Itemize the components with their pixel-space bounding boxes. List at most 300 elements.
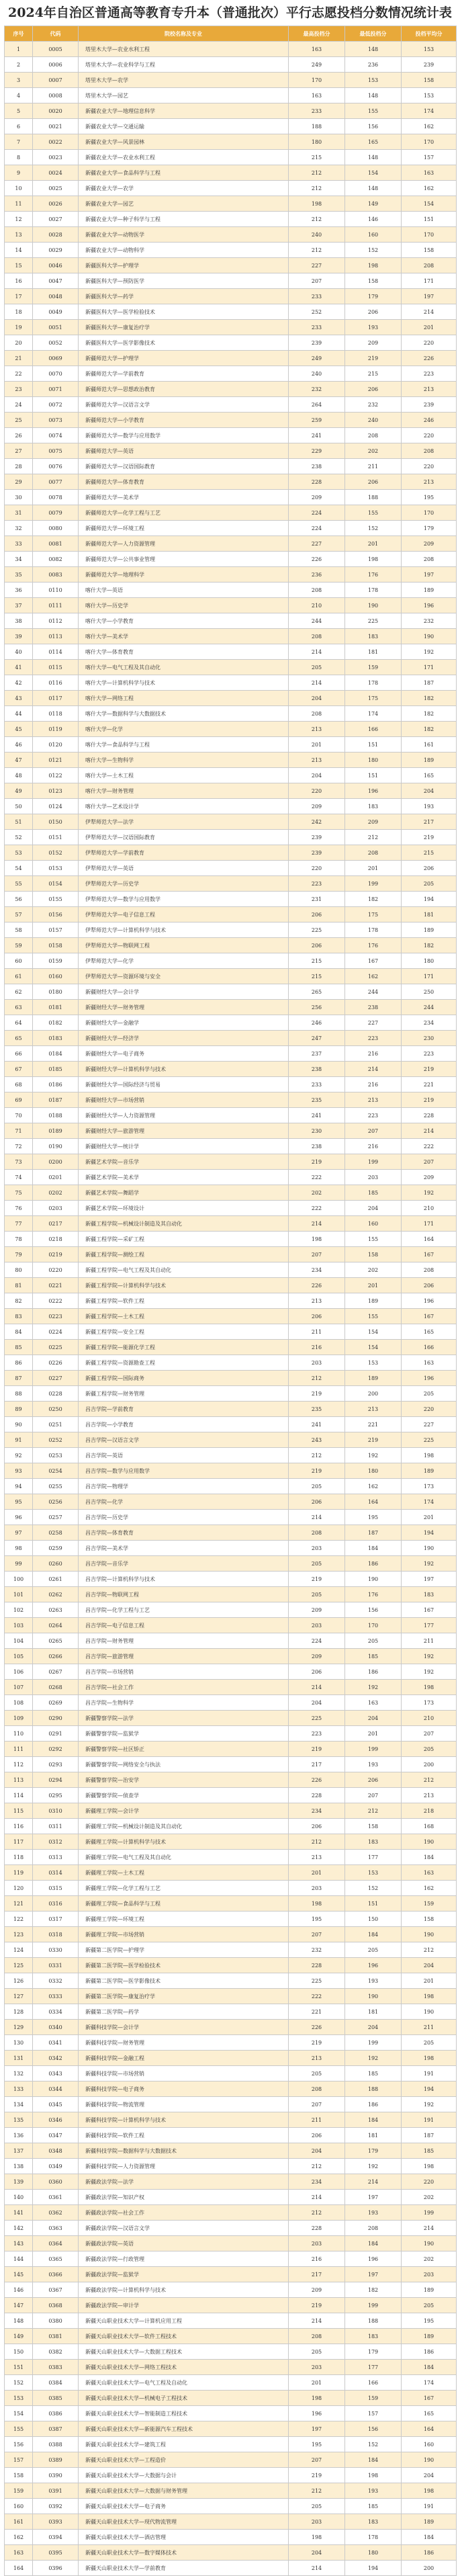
table-row — [5, 1432, 457, 1448]
cell-index: 162 — [5, 2530, 33, 2545]
cell-avg-score: 165 — [402, 2406, 457, 2421]
cell-avg-score: 202 — [402, 2251, 457, 2267]
cell-code: 0259 — [33, 1541, 79, 1556]
cell-avg-score: 153 — [402, 88, 457, 103]
table-row — [5, 165, 457, 181]
cell-min-score: 199 — [345, 2035, 402, 2051]
cell-index: 125 — [5, 1958, 33, 1973]
cell-max-score: 223 — [289, 1726, 345, 1742]
table-row — [5, 1664, 457, 1680]
cell-index: 28 — [5, 459, 33, 474]
table-row — [5, 1757, 457, 1772]
cell-min-score: 209 — [345, 335, 402, 351]
cell-min-score: 183 — [345, 799, 402, 814]
cell-max-score: 225 — [289, 922, 345, 938]
cell-school-major: 伊犁师范大学—学前教育 — [79, 845, 289, 861]
cell-index: 54 — [5, 861, 33, 876]
cell-school-major: 新疆科技学院—数据科学与大数据技术 — [79, 2143, 289, 2159]
table-header-row — [5, 26, 457, 42]
cell-code: 0261 — [33, 1572, 79, 1587]
cell-min-score: 204 — [345, 2020, 402, 2035]
cell-code: 0330 — [33, 1942, 79, 1958]
cell-school-major: 伊犁师范大学—法学 — [79, 814, 289, 830]
cell-code: 0266 — [33, 1649, 79, 1664]
cell-min-score: 214 — [345, 1062, 402, 1077]
table-row — [5, 243, 457, 258]
cell-index: 160 — [5, 2499, 33, 2514]
cell-max-score: 236 — [289, 567, 345, 583]
cell-school-major: 塔里木大学—园艺 — [79, 88, 289, 103]
cell-index: 86 — [5, 1355, 33, 1371]
cell-max-score: 217 — [289, 2267, 345, 2282]
cell-avg-score: 206 — [402, 861, 457, 876]
cell-min-score: 200 — [345, 1386, 402, 1402]
cell-avg-score: 164 — [402, 2421, 457, 2437]
cell-max-score: 202 — [289, 1185, 345, 1201]
cell-school-major: 新疆第二医学院—药学 — [79, 2004, 289, 2020]
cell-max-score: 206 — [289, 2128, 345, 2143]
cell-code: 0367 — [33, 2282, 79, 2298]
cell-avg-score: 189 — [402, 1463, 457, 1479]
cell-school-major: 新疆政法学院—行政管理 — [79, 2251, 289, 2267]
cell-code: 0121 — [33, 753, 79, 768]
cell-avg-score: 192 — [402, 1556, 457, 1572]
cell-max-score: 204 — [289, 2545, 345, 2561]
cell-min-score: 236 — [345, 57, 402, 73]
cell-school-major: 新疆理工学院—市场营销 — [79, 1927, 289, 1942]
cell-code: 0347 — [33, 2128, 79, 2143]
cell-index: 13 — [5, 227, 33, 243]
cell-min-score: 155 — [345, 1232, 402, 1247]
cell-min-score: 153 — [345, 73, 402, 88]
cell-avg-score: 199 — [402, 2205, 457, 2221]
table-row — [5, 2391, 457, 2406]
cell-min-score: 179 — [345, 2143, 402, 2159]
cell-min-score: 206 — [345, 382, 402, 397]
cell-min-score: 187 — [345, 1525, 402, 1541]
cell-max-score: 243 — [289, 1432, 345, 1448]
cell-avg-score: 198 — [402, 1680, 457, 1695]
cell-min-score: 198 — [345, 258, 402, 273]
cell-school-major: 新疆农业大学—食品科学与工程 — [79, 165, 289, 181]
cell-min-score: 216 — [345, 1046, 402, 1062]
cell-school-major: 新疆工程学院—采矿工程 — [79, 1232, 289, 1247]
cell-avg-score: 244 — [402, 1000, 457, 1015]
cell-max-score: 213 — [289, 1850, 345, 1865]
cell-index: 111 — [5, 1742, 33, 1757]
cell-avg-score: 171 — [402, 660, 457, 675]
cell-code: 0046 — [33, 258, 79, 273]
table-row — [5, 1803, 457, 1819]
cell-max-score: 208 — [289, 583, 345, 598]
cell-school-major: 新疆科技学院—财务管理 — [79, 2035, 289, 2051]
table-row — [5, 2514, 457, 2530]
cell-min-score: 185 — [345, 1649, 402, 1664]
cell-index: 150 — [5, 2344, 33, 2360]
table-row — [5, 196, 457, 212]
cell-school-major: 新疆财经大学—金融学 — [79, 1015, 289, 1031]
cell-min-score: 215 — [345, 366, 402, 382]
cell-max-score: 226 — [289, 1772, 345, 1788]
cell-avg-score: 189 — [402, 922, 457, 938]
cell-school-major: 新疆警察学院—社区矫正 — [79, 1742, 289, 1757]
cell-max-score: 240 — [289, 227, 345, 243]
cell-max-score: 212 — [289, 2483, 345, 2499]
cell-code: 0118 — [33, 706, 79, 722]
cell-school-major: 新疆工程学院—能源化学工程 — [79, 1340, 289, 1355]
table-row — [5, 1340, 457, 1355]
cell-max-score: 235 — [289, 1402, 345, 1417]
cell-code: 0081 — [33, 536, 79, 552]
cell-code: 0396 — [33, 2561, 79, 2576]
cell-avg-score: 226 — [402, 351, 457, 366]
cell-avg-score: 158 — [402, 1912, 457, 1927]
cell-avg-score: 163 — [402, 165, 457, 181]
table-row — [5, 1185, 457, 1201]
cell-avg-score: 230 — [402, 1031, 457, 1046]
cell-min-score: 155 — [345, 505, 402, 521]
cell-code: 0292 — [33, 1742, 79, 1757]
cell-avg-score: 222 — [402, 1139, 457, 1154]
cell-school-major: 新疆科技学院—市场营销 — [79, 2066, 289, 2081]
cell-code: 0182 — [33, 1015, 79, 1031]
cell-min-score: 198 — [345, 2468, 402, 2483]
table-row — [5, 1633, 457, 1649]
cell-avg-score: 170 — [402, 134, 457, 150]
table-row — [5, 1015, 457, 1031]
cell-school-major: 新疆天山职业技术大学—电气工程及自动化 — [79, 2375, 289, 2391]
cell-avg-score: 232 — [402, 613, 457, 629]
cell-index: 123 — [5, 1927, 33, 1942]
cell-min-score: 183 — [345, 2514, 402, 2530]
cell-school-major: 伊犁师范大学—电子信息工程 — [79, 907, 289, 922]
cell-school-major: 新疆农业大学—动物医学 — [79, 227, 289, 243]
table-row — [5, 1262, 457, 1278]
cell-min-score: 176 — [345, 1587, 402, 1602]
cell-code: 0184 — [33, 1046, 79, 1062]
cell-avg-score: 246 — [402, 413, 457, 428]
cell-code: 0267 — [33, 1664, 79, 1680]
cell-school-major: 新疆天山职业技术大学—计算机应用工程 — [79, 2313, 289, 2329]
cell-min-score: 219 — [345, 1432, 402, 1448]
table-row — [5, 1850, 457, 1865]
cell-school-major: 伊犁师范大学—英语 — [79, 861, 289, 876]
cell-code: 0202 — [33, 1185, 79, 1201]
cell-min-score: 216 — [345, 1139, 402, 1154]
cell-max-score: 222 — [289, 1989, 345, 2004]
cell-index: 158 — [5, 2468, 33, 2483]
cell-school-major: 新疆政法学院—汉语言文学 — [79, 2221, 289, 2236]
cell-max-score: 163 — [289, 88, 345, 103]
table-row — [5, 273, 457, 289]
cell-max-score: 238 — [289, 459, 345, 474]
table-row — [5, 1556, 457, 1572]
cell-min-score: 146 — [345, 212, 402, 227]
table-row — [5, 1062, 457, 1077]
cell-code: 0218 — [33, 1232, 79, 1247]
cell-code: 0392 — [33, 2499, 79, 2514]
cell-avg-score: 223 — [402, 1046, 457, 1062]
cell-max-score: 209 — [289, 1602, 345, 1618]
header-min-score: 最低投档分 — [345, 26, 402, 42]
cell-min-score: 148 — [345, 181, 402, 196]
cell-index: 49 — [5, 783, 33, 799]
table-row — [5, 907, 457, 922]
cell-min-score: 182 — [345, 892, 402, 907]
cell-code: 0382 — [33, 2344, 79, 2360]
cell-school-major: 新疆艺术学院—美术学 — [79, 1170, 289, 1185]
table-row — [5, 2112, 457, 2128]
cell-school-major: 新疆师范大学—地理科学 — [79, 567, 289, 583]
cell-max-score: 219 — [289, 1463, 345, 1479]
table-row — [5, 1896, 457, 1912]
cell-school-major: 新疆科技学院—物流管理 — [79, 2097, 289, 2112]
cell-index: 72 — [5, 1139, 33, 1154]
cell-avg-score: 190 — [402, 2452, 457, 2468]
cell-max-score: 208 — [289, 1525, 345, 1541]
cell-school-major: 伊犁师范大学—化学 — [79, 953, 289, 969]
cell-min-score: 162 — [345, 1479, 402, 1494]
cell-min-score: 186 — [345, 1556, 402, 1572]
table-row — [5, 1958, 457, 1973]
cell-min-score: 170 — [345, 1618, 402, 1633]
cell-school-major: 新疆农业大学—园艺 — [79, 196, 289, 212]
cell-max-score: 207 — [289, 1247, 345, 1262]
cell-avg-score: 190 — [402, 2236, 457, 2251]
table-row — [5, 505, 457, 521]
cell-school-major: 新疆农业大学—交通运输 — [79, 119, 289, 134]
cell-max-score: 237 — [289, 1046, 345, 1062]
table-row — [5, 1232, 457, 1247]
cell-index: 164 — [5, 2561, 33, 2576]
cell-school-major: 新疆警察学院—监狱学 — [79, 1726, 289, 1742]
cell-code: 0363 — [33, 2221, 79, 2236]
cell-school-major: 新疆工程学院—资源勘查工程 — [79, 1355, 289, 1371]
cell-max-score: 233 — [289, 289, 345, 304]
cell-code: 0007 — [33, 73, 79, 88]
cell-school-major: 新疆师范大学—学前教育 — [79, 366, 289, 382]
cell-school-major: 新疆天山职业技术大学—建筑工程 — [79, 2437, 289, 2452]
cell-code: 0157 — [33, 922, 79, 938]
cell-code: 0222 — [33, 1293, 79, 1309]
cell-max-score: 203 — [289, 1355, 345, 1371]
cell-max-score: 203 — [289, 1618, 345, 1633]
table-row — [5, 1247, 457, 1262]
cell-school-major: 新疆第二医学院—康复治疗学 — [79, 1989, 289, 2004]
cell-min-score: 178 — [345, 675, 402, 691]
cell-code: 0075 — [33, 443, 79, 459]
cell-min-score: 180 — [345, 1463, 402, 1479]
cell-code: 0051 — [33, 320, 79, 335]
cell-avg-score: 159 — [402, 1896, 457, 1912]
table-row — [5, 814, 457, 830]
cell-min-score: 184 — [345, 1541, 402, 1556]
cell-school-major: 昌吉学院—化学 — [79, 1494, 289, 1510]
cell-min-score: 183 — [345, 2329, 402, 2344]
cell-school-major: 昌吉学院—汉语言文学 — [79, 1432, 289, 1448]
cell-min-score: 155 — [345, 103, 402, 119]
cell-min-score: 201 — [345, 861, 402, 876]
table-row — [5, 1865, 457, 1881]
cell-min-score: 204 — [345, 1711, 402, 1726]
cell-index: 57 — [5, 907, 33, 922]
cell-school-major: 新疆财经大学—国际经济与贸易 — [79, 1077, 289, 1092]
cell-max-score: 207 — [289, 2452, 345, 2468]
cell-school-major: 昌吉学院—财务管理 — [79, 1633, 289, 1649]
cell-min-score: 180 — [345, 753, 402, 768]
table-row — [5, 706, 457, 722]
cell-min-score: 148 — [345, 42, 402, 57]
cell-min-score: 244 — [345, 984, 402, 1000]
cell-code: 0318 — [33, 1927, 79, 1942]
cell-max-score: 198 — [289, 2530, 345, 2545]
cell-index: 52 — [5, 830, 33, 845]
cell-min-score: 206 — [345, 1772, 402, 1788]
cell-school-major: 新疆理工学院—会计学 — [79, 1803, 289, 1819]
cell-avg-score: 167 — [402, 1602, 457, 1618]
table-row — [5, 258, 457, 273]
cell-index: 151 — [5, 2360, 33, 2375]
cell-avg-score: 213 — [402, 1788, 457, 1803]
cell-school-major: 喀什大学—食品科学与工程 — [79, 737, 289, 753]
cell-index: 89 — [5, 1402, 33, 1417]
cell-index: 41 — [5, 660, 33, 675]
cell-code: 0264 — [33, 1618, 79, 1633]
cell-index: 63 — [5, 1000, 33, 1015]
cell-avg-score: 212 — [402, 1772, 457, 1788]
cell-code: 0048 — [33, 289, 79, 304]
cell-code: 0344 — [33, 2081, 79, 2097]
cell-index: 84 — [5, 1324, 33, 1340]
table-row — [5, 1695, 457, 1711]
cell-code: 0069 — [33, 351, 79, 366]
cell-avg-score: 198 — [402, 1989, 457, 2004]
cell-code: 0120 — [33, 737, 79, 753]
cell-min-score: 199 — [345, 2298, 402, 2313]
cell-max-score: 209 — [289, 799, 345, 814]
cell-min-score: 175 — [345, 907, 402, 922]
table-row — [5, 876, 457, 892]
table-row — [5, 1123, 457, 1139]
cell-max-score: 229 — [289, 443, 345, 459]
cell-school-major: 新疆工程学院—国际商务 — [79, 1371, 289, 1386]
cell-avg-score: 205 — [402, 1742, 457, 1757]
cell-code: 0112 — [33, 613, 79, 629]
cell-max-score: 223 — [289, 876, 345, 892]
cell-min-score: 208 — [345, 2221, 402, 2236]
cell-index: 145 — [5, 2267, 33, 2282]
cell-code: 0291 — [33, 1726, 79, 1742]
cell-max-score: 212 — [289, 181, 345, 196]
cell-min-score: 152 — [345, 521, 402, 536]
cell-max-score: 226 — [289, 552, 345, 567]
cell-max-score: 244 — [289, 613, 345, 629]
table-row — [5, 1912, 457, 1927]
cell-index: 88 — [5, 1386, 33, 1402]
cell-avg-score: 214 — [402, 2221, 457, 2236]
cell-avg-score: 219 — [402, 1062, 457, 1077]
cell-index: 29 — [5, 474, 33, 490]
cell-code: 0366 — [33, 2267, 79, 2282]
cell-code: 0052 — [33, 335, 79, 351]
cell-max-score: 224 — [289, 505, 345, 521]
table-row — [5, 2081, 457, 2097]
cell-min-score: 179 — [345, 289, 402, 304]
cell-code: 0258 — [33, 1525, 79, 1541]
cell-index: 15 — [5, 258, 33, 273]
cell-school-major: 喀什大学—财务管理 — [79, 783, 289, 799]
cell-max-score: 205 — [289, 1587, 345, 1602]
cell-avg-score: 225 — [402, 1432, 457, 1448]
cell-min-score: 157 — [345, 2406, 402, 2421]
cell-code: 0156 — [33, 907, 79, 922]
table-row — [5, 413, 457, 428]
cell-code: 0025 — [33, 181, 79, 196]
cell-avg-score: 189 — [402, 2329, 457, 2344]
cell-min-score: 197 — [345, 2190, 402, 2205]
cell-max-score: 241 — [289, 428, 345, 443]
cell-school-major: 昌吉学院—计算机科学与技术 — [79, 1572, 289, 1587]
cell-max-score: 222 — [289, 1170, 345, 1185]
table-row — [5, 1819, 457, 1834]
cell-max-score: 205 — [289, 1479, 345, 1494]
cell-max-score: 208 — [289, 706, 345, 722]
cell-avg-score: 220 — [402, 428, 457, 443]
cell-index: 16 — [5, 273, 33, 289]
cell-index: 74 — [5, 1170, 33, 1185]
cell-index: 137 — [5, 2143, 33, 2159]
cell-avg-score: 209 — [402, 1170, 457, 1185]
table-row — [5, 2406, 457, 2421]
cell-max-score: 238 — [289, 1062, 345, 1077]
cell-max-score: 219 — [289, 1572, 345, 1587]
cell-index: 149 — [5, 2329, 33, 2344]
cell-avg-score: 173 — [402, 1695, 457, 1711]
cell-avg-score: 182 — [402, 691, 457, 706]
cell-code: 0346 — [33, 2112, 79, 2128]
cell-code: 0252 — [33, 1432, 79, 1448]
cell-code: 0221 — [33, 1278, 79, 1293]
cell-school-major: 新疆师范大学—人力资源管理 — [79, 536, 289, 552]
table-row — [5, 2051, 457, 2066]
cell-min-score: 193 — [345, 2205, 402, 2221]
cell-min-score: 158 — [345, 273, 402, 289]
cell-min-score: 206 — [345, 474, 402, 490]
cell-avg-score: 205 — [402, 1386, 457, 1402]
cell-avg-score: 204 — [402, 783, 457, 799]
cell-max-score: 209 — [289, 2282, 345, 2298]
cell-school-major: 新疆工程学院—计算机科学与技术 — [79, 1278, 289, 1293]
table-row — [5, 1216, 457, 1232]
table-row — [5, 2004, 457, 2020]
cell-min-score: 211 — [345, 459, 402, 474]
cell-min-score: 216 — [345, 1077, 402, 1092]
cell-max-score: 221 — [289, 2004, 345, 2020]
cell-index: 55 — [5, 876, 33, 892]
cell-avg-score: 197 — [402, 289, 457, 304]
cell-avg-score: 196 — [402, 1293, 457, 1309]
table-row — [5, 428, 457, 443]
cell-code: 0391 — [33, 2483, 79, 2499]
cell-avg-score: 196 — [402, 598, 457, 613]
cell-school-major: 新疆政法学院—社会工作 — [79, 2205, 289, 2221]
table-row — [5, 660, 457, 675]
cell-max-score: 201 — [289, 1865, 345, 1881]
table-row — [5, 2313, 457, 2329]
cell-school-major: 新疆科技学院—电子商务 — [79, 2081, 289, 2097]
cell-school-major: 新疆医科大学—药学 — [79, 289, 289, 304]
table-row — [5, 861, 457, 876]
